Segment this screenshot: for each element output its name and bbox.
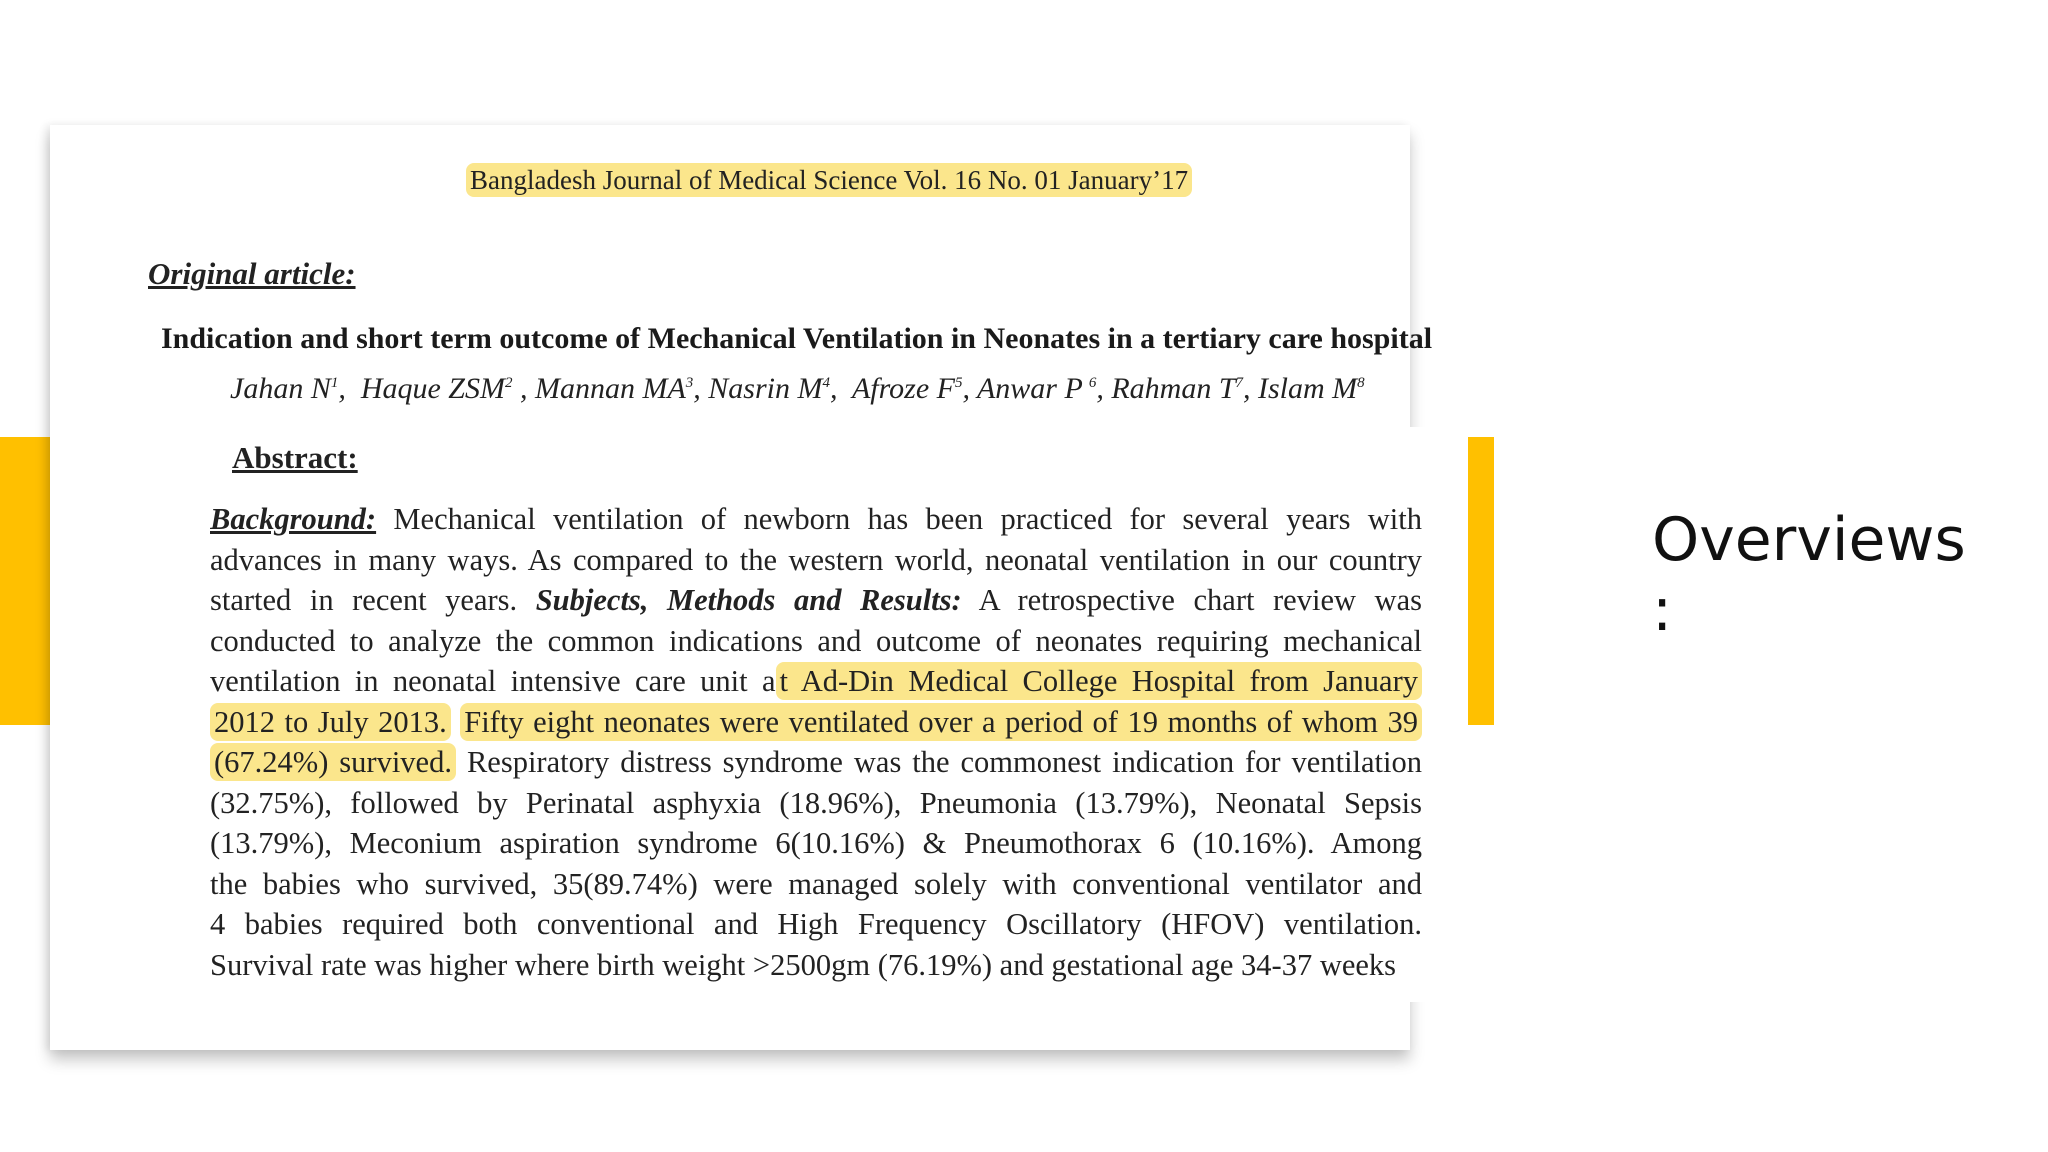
author: Rahman $T^7$ xyxy=(1111,372,1244,405)
slide-heading-text: Overviews xyxy=(1652,505,1966,575)
accent-bar-right xyxy=(1468,437,1494,725)
abstract-line: Survival rate was higher where birth weight >2500gm (76.19%) and gestational age 34-37 weeks xyxy=(210,947,1397,982)
slide-heading xyxy=(1652,505,1966,645)
abstract-line: the babies who survived, 35(89.74%) were managed solely with conventional ventilator and xyxy=(210,866,1422,901)
author: Jahan $N^1$ xyxy=(230,372,339,405)
author: Afroze $F^5$ xyxy=(851,372,963,405)
journal-header xyxy=(466,160,1192,200)
author: Anwar P $^6$ xyxy=(976,372,1097,405)
journal-header-highlight: Bangladesh Journal of Medical Science Vol. 16 No. 01 January’17 xyxy=(466,163,1192,197)
abstract-label: Abstract: xyxy=(232,440,358,475)
abstract-clip xyxy=(210,427,1450,1002)
accent-bar-left xyxy=(0,437,50,725)
highlight: t Ad-Din Medical College Hospital from January xyxy=(776,662,1422,700)
abstract-line: conducted to analyze the common indications and outcome of neonates requiring mechanical xyxy=(210,623,1422,658)
abstract-line: (13.79%), Meconium aspiration syndrome 6(10.16%) & Pneumothorax 6 (10.16%). Among xyxy=(210,826,1422,860)
author: Haque ZSM$^2$ xyxy=(360,372,513,405)
methods-label: Subjects, Methods and Results: xyxy=(535,583,962,617)
author: Nasrin $M^4$ xyxy=(708,372,830,405)
abstract-line: 4 babies required both conventional and High Frequency Oscillatory (HFOV) ventilation. xyxy=(210,907,1422,941)
abstract-line: (67.24%) survived. Respiratory distress syndrome was the commonest indication for ventilation xyxy=(210,742,1422,783)
slide-heading-colon: : xyxy=(1652,575,1673,645)
article-type-label: Original article: xyxy=(148,256,356,291)
author: Islam $M^8$ xyxy=(1258,372,1365,405)
abstract-line xyxy=(210,702,1422,743)
abstract-body xyxy=(210,499,1422,985)
author-list: Jahan $N^1$, Haque ZSM$^2$ , Mannan $MA^3$, Nasrin $M^4$, Afroze $F^5$, Anwar P $^6$, Rahman $T^7$, Islam $M^8$ xyxy=(230,372,1365,405)
highlight: Fifty eight neonates were ventilated over a period of 19 months of whom 39 xyxy=(460,703,1422,741)
background-label: Background: xyxy=(210,502,377,536)
abstract-line: advances in many ways. As compared to the western world, neonatal ventilation in our country xyxy=(210,542,1422,577)
highlight: (67.24%) survived. xyxy=(210,743,456,781)
abstract-line: (32.75%), followed by Perinatal asphyxia (18.96%), Pneumonia (13.79%), Neonatal Sepsis xyxy=(210,785,1422,820)
highlight: 2012 to July 2013. xyxy=(210,703,451,741)
abstract-line: Background: Mechanical ventilation of newborn has been practiced for several years with xyxy=(210,502,1422,536)
article-title: Indication and short term outcome of Mechanical Ventilation in Neonates in a tertiary care hospital xyxy=(161,322,1433,355)
abstract-line: ventilation in neonatal intensive care unit a t Ad-Din Medical College Hospital from January xyxy=(210,661,1422,702)
author: Mannan $MA^3$ xyxy=(534,372,694,405)
abstract-line: started in recent years. Subjects, Methods and Results: A retrospective chart review was xyxy=(210,583,1422,617)
